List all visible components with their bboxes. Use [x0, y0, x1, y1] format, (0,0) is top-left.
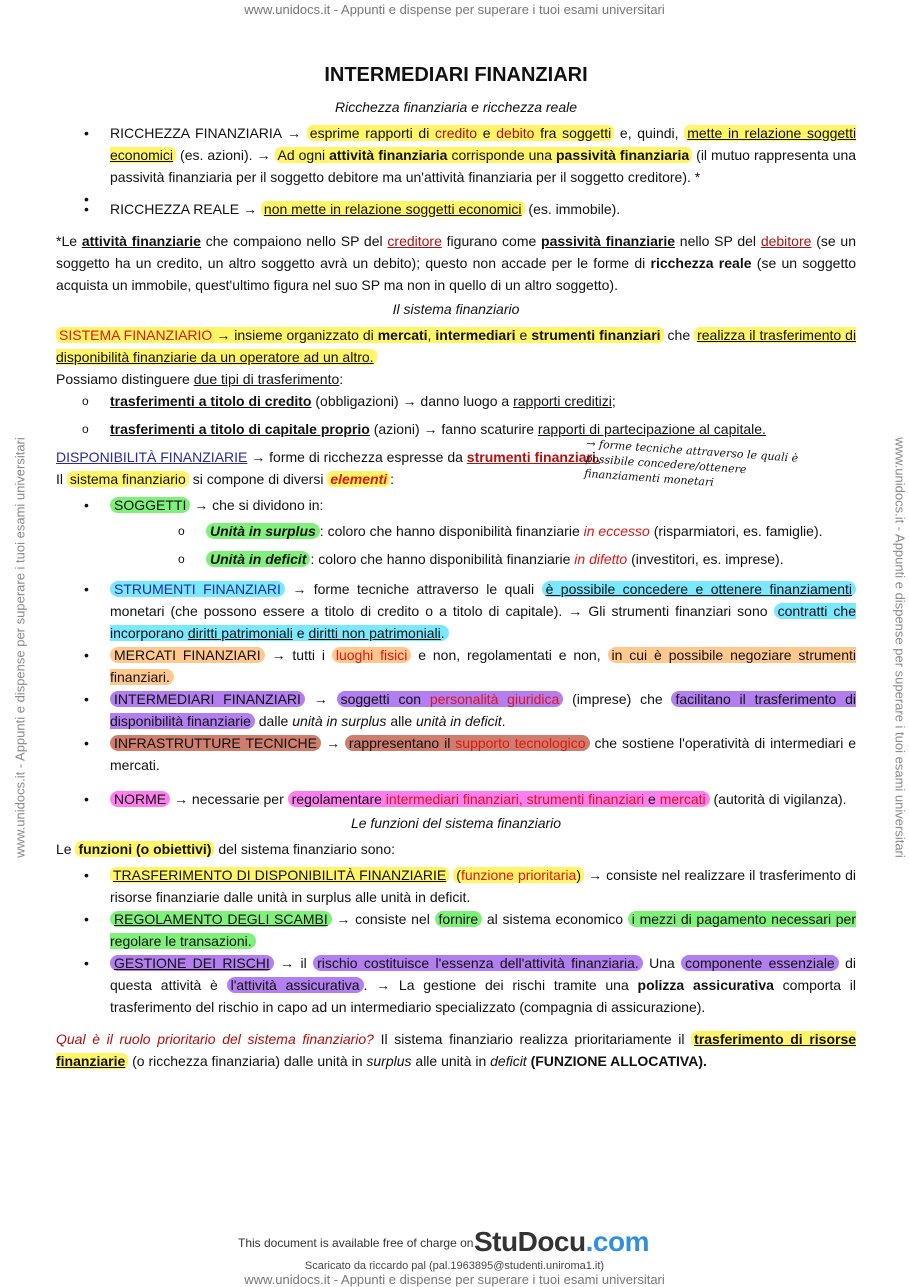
disponibilita-definition: DISPONIBILITÀ FINANZIARIE → forme di ricchezza espresse da strumenti finanziari. [56, 449, 600, 465]
trasferimento-intro: Possiamo distinguere due tipi di trasferimento: [56, 371, 344, 387]
page-title: INTERMEDIARI FINANZIARI [324, 64, 588, 86]
studocu-logo[interactable]: StuDocu.com [474, 1226, 649, 1257]
watermark-bottom: www.unidocs.it - Appunti e dispense per superare i tuoi esami universitari [244, 1272, 665, 1287]
document-page [56, 56, 856, 1072]
section-title-ricchezza: Ricchezza finanziaria e ricchezza reale [335, 99, 577, 115]
list-item-norme: • NORME → necessarie per regolamentare intermediari finanziari, strumenti finanziari e mercati (autorità di vigilanza). [110, 788, 856, 810]
list-item-ricchezza-reale: • RICCHEZZA REALE → non mette in relazione soggetti economici (es. immobile). [110, 198, 856, 220]
list-item-titolo-capitale: o trasferimenti a titolo di capitale proprio (azioni) → fanno scaturire rapporti di partecipazione al capitale. [110, 418, 856, 440]
list-item-mercati-finanziari: • MERCATI FINANZIARI → tutti i luoghi fisici e non, regolamentati e non, in cui è possibile negoziare strumenti finanziari. [110, 644, 856, 688]
trasferimento-list [56, 390, 856, 440]
list-item-ricchezza-finanziaria: • RICCHEZZA FINANZIARIA → esprime rapporti di credito e debito fra soggetti e, quindi, mette in relazione soggetti economici (es. azioni). → Ad ogni attività finanziaria corrisponde una passività finanziaria (il mutuo rappresenta una passività finanziaria per il soggetto debitore ma un'attività finanziaria per il soggetto creditore). * [110, 122, 856, 188]
componenti-list [56, 494, 856, 810]
ruolo-prioritario-paragraph: Qual è il ruolo prioritario del sistema finanziario? Il sistema finanziario realizza prioritariamente il trasferimento di risorse finanziarie (o ricchezza finanziaria) dalle unità in surplus alle unità in deficit (FUNZIONE ALLOCATIVA). [56, 1031, 857, 1069]
note-paragraph: *Le attività finanziarie che compaiono nello SP del creditore figurano come passività finanziarie nello SP del debitore (se un soggetto ha un credito, un altro soggetto avrà un debito); questo non accade per le forme di ricchezza reale (se un soggetto acquista un immobile, quest'ultimo figura nel suo SP ma non in quello di un altro soggetto). [56, 233, 857, 293]
list-item-strumenti-finanziari: • STRUMENTI FINANZIARI → forme tecniche attraverso le quali è possibile concedere e ottenere finanziamenti monetari (che possono essere a titolo di credito o a titolo di capitale). → Gli strumenti finanziari sono contratti che incorporano diritti patrimoniali e diritti non patrimoniali. [110, 578, 856, 644]
handwritten-note: → forme tecniche attraverso le quali è possibile concedere/ottenere finanziamenti monetari [583, 437, 799, 489]
list-item-unita-deficit: o Unità in deficit : coloro che hanno disponibilità finanziarie in difetto (investitori, es. imprese). [206, 548, 856, 570]
sistema-finanziario-definition: SISTEMA FINANZIARIO → insieme organizzato di mercati, intermediari e strumenti finanziari che realizza il trasferimento di disponibilità finanziarie da un operatore ad un altro. [56, 327, 857, 365]
ricchezza-list [56, 122, 856, 220]
funzioni-intro: Le funzioni (o obiettivi) del sistema finanziario sono: [56, 841, 395, 857]
soggetti-sublist [110, 520, 856, 570]
list-item-trasferimento: • TRASFERIMENTO DI DISPONIBILITÀ FINANZIARIE (funzione prioritaria) → consiste nel realizzare il trasferimento di risorse finanziarie dalle unità in surplus alle unità in deficit. [110, 864, 856, 908]
list-item-titolo-credito: o trasferimenti a titolo di credito (obbligazioni) → danno luogo a rapporti creditizi; [110, 390, 856, 412]
watermark-left: www.unidocs.it - Appunti e dispense per superare i tuoi esami universitari [12, 437, 28, 858]
componenti-intro: Il sistema finanziario si compone di diversi elementi : [56, 471, 395, 487]
list-item-intermediari-finanziari: • INTERMEDIARI FINANZIARI → soggetti con personalità giuridica (imprese) che facilitano il trasferimento di disponibilità finanziarie dalle unità in surplus alle unità in deficit. [110, 688, 856, 732]
watermark-top: www.unidocs.it - Appunti e dispense per superare i tuoi esami universitari [244, 2, 665, 17]
section-title-sistema: Il sistema finanziario [392, 301, 520, 317]
list-item-regolamento: • REGOLAMENTO DEGLI SCAMBI → consiste nel fornire al sistema economico i mezzi di pagamento necessari per regolare le transazioni. [110, 908, 856, 952]
watermark-right: www.unidocs.it - Appunti e dispense per superare i tuoi esami universitari [892, 437, 908, 858]
downloaded-by: Scaricato da riccardo pal (pal.1963895@studenti.uniroma1.it) [304, 1260, 605, 1272]
list-item-unita-surplus: o Unità in surplus : coloro che hanno disponibilità finanziarie in eccesso (risparmiatori, es. famiglie). [206, 520, 856, 542]
funzioni-list [56, 864, 856, 1018]
available-text: This document is available free of charge on [238, 1236, 474, 1250]
list-item-soggetti: • SOGGETTI → che si dividono in: o Unità in surplus : coloro che hanno disponibilità finanziarie in eccesso (risparmiatori, es. famiglie). o Unità in deficit : coloro che hanno disponibilità finanziarie in difetto (investitori, es. imprese). [110, 494, 856, 570]
spacer [110, 188, 856, 198]
section-title-funzioni: Le funzioni del sistema finanziario [350, 815, 562, 831]
spacer [56, 1018, 856, 1028]
list-item-gestione-rischi: • GESTIONE DEI RISCHI → il rischio costituisce l'essenza dell'attività finanziaria. Una componente essenziale di questa attività è l'attività assicurativa . → La gestione dei rischi tramite una polizza assicurativa comporta il trasferimento del rischio in capo ad un intermediario specializzato (compagnia di assicurazione). [110, 952, 856, 1018]
spacer [56, 220, 856, 230]
list-item-infrastrutture-tecniche: • INFRASTRUTTURE TECNICHE → rappresentano il supporto tecnologico che sostiene l'operatività di intermediari e mercati. [110, 732, 856, 776]
